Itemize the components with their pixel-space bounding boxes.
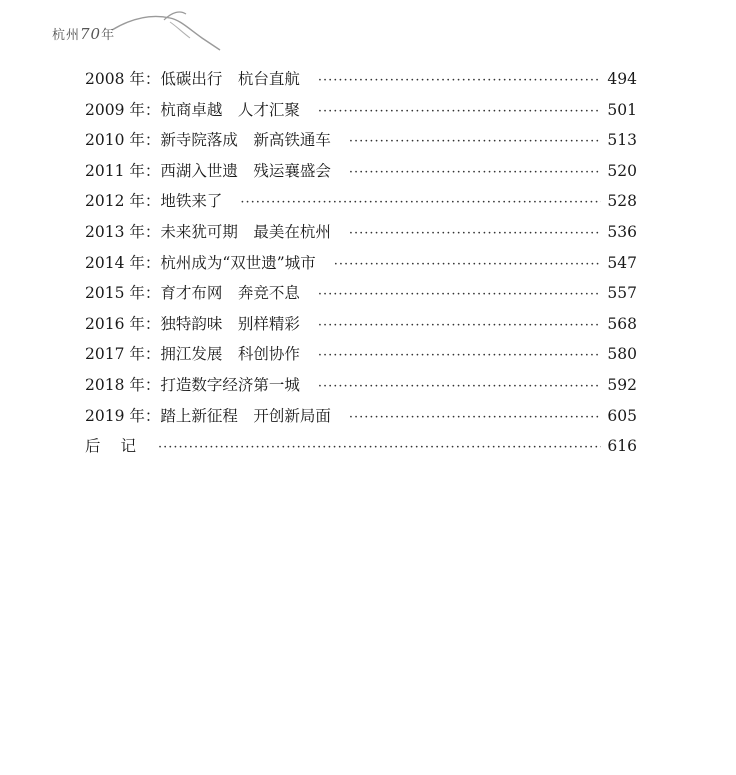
toc-entry-page: 568	[607, 314, 637, 333]
toc-entry-title: 2013 年：未来犹可期 最美在杭州	[85, 222, 331, 241]
toc-entry-page: 536	[607, 222, 637, 241]
toc-entry-title: 2015 年：育才布网 奔竞不息	[85, 284, 300, 303]
toc-entry-page: 513	[607, 131, 637, 150]
toc-entry-title: 2016 年：独特韵味 别样精彩	[85, 314, 300, 333]
toc-entry-page: 592	[607, 375, 637, 394]
toc-entry[interactable]	[85, 217, 637, 248]
toc-entry-title: 2017 年：拥江发展 科创协作	[85, 345, 300, 364]
dot-leader	[349, 403, 602, 434]
toc-entry[interactable]	[85, 248, 637, 279]
toc-entry[interactable]	[85, 95, 637, 126]
toc-entry-title: 2018 年：打造数字经济第一城	[85, 375, 300, 394]
toc-entry[interactable]	[85, 309, 637, 340]
dot-leader	[318, 372, 602, 403]
header-prefix: 杭州	[52, 28, 81, 43]
toc-entry[interactable]	[85, 186, 637, 217]
dot-leader	[318, 97, 602, 128]
running-header	[52, 8, 252, 56]
toc-entry-title: 2012 年：地铁来了	[85, 192, 223, 211]
toc-entry-page: 528	[607, 192, 637, 211]
toc-entry-title: 2019 年：踏上新征程 开创新局面	[85, 406, 331, 425]
toc-entry-title: 2014 年：杭州成为“双世遗”城市	[85, 253, 316, 272]
toc-entry[interactable]	[85, 64, 637, 95]
toc-entry[interactable]	[85, 278, 637, 309]
header-title	[52, 24, 115, 43]
dot-leader	[349, 219, 602, 250]
toc-entry-page: 557	[607, 284, 637, 303]
toc-entry[interactable]	[85, 339, 637, 370]
dot-leader	[318, 311, 602, 342]
toc-entry-page: 580	[607, 345, 637, 364]
toc-entry-page: 501	[607, 100, 637, 119]
dot-leader	[240, 188, 601, 219]
toc-entry-afterword[interactable]	[85, 431, 637, 462]
toc-entry-title: 2008 年：低碳出行 杭台直航	[85, 70, 300, 88]
dot-leader	[334, 250, 602, 281]
toc-entry-title: 2011 年：西湖入世遗 残运襄盛会	[85, 161, 331, 180]
toc-entry[interactable]	[85, 401, 637, 432]
dot-leader	[349, 158, 602, 189]
dot-leader	[349, 127, 602, 158]
toc-entry-page: 616	[607, 437, 637, 456]
dot-leader	[318, 66, 602, 97]
header-suffix: 年	[101, 28, 116, 43]
dot-leader	[318, 280, 602, 311]
dot-leader	[318, 341, 602, 372]
toc-entry-title: 2009 年：杭商卓越 人才汇聚	[85, 100, 300, 119]
toc-entry[interactable]	[85, 125, 637, 156]
toc-entry-title: 2010 年：新寺院落成 新高铁通车	[85, 131, 331, 150]
toc-entry[interactable]	[85, 156, 637, 187]
toc-entry-page: 494	[607, 70, 637, 88]
toc-entry-page: 547	[607, 253, 637, 272]
toc-entry-title: 后记	[85, 437, 157, 456]
toc-entry[interactable]	[85, 370, 637, 401]
table-of-contents	[85, 64, 637, 462]
toc-entry-page: 605	[607, 406, 637, 425]
toc-entry-page: 520	[607, 161, 637, 180]
header-number: 70	[80, 25, 102, 43]
dot-leader	[158, 433, 601, 464]
